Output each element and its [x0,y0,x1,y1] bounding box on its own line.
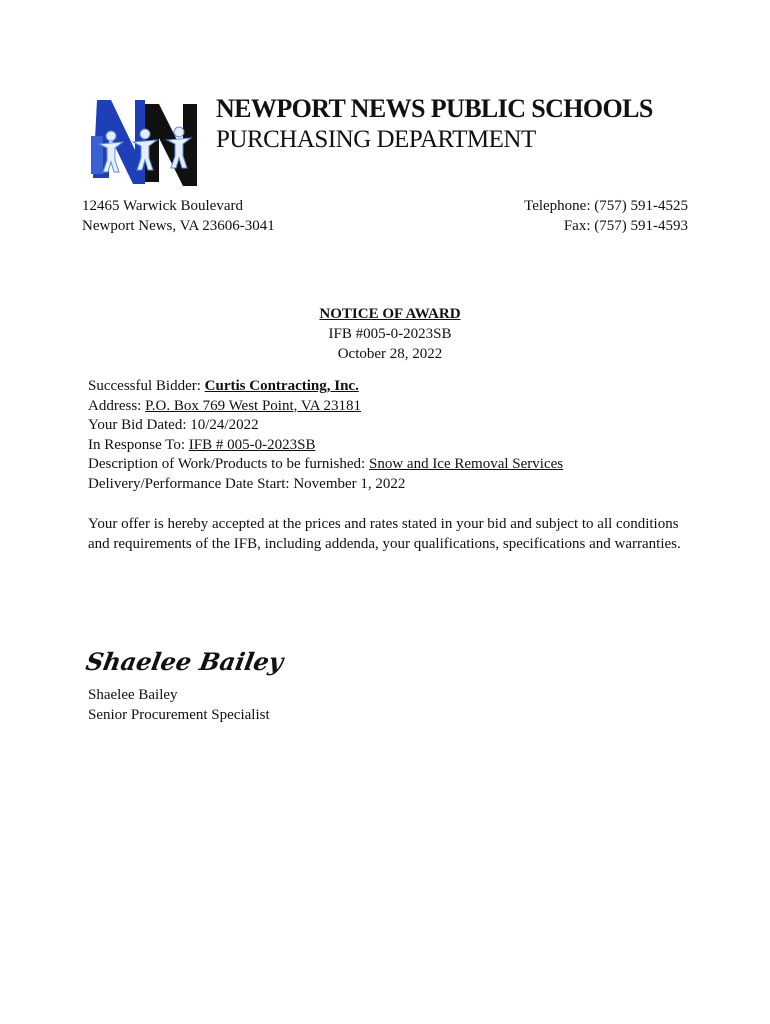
notice-header [280,304,500,364]
response-label: In Response To: [88,436,189,453]
paragraph-line-1: Your offer is hereby accepted at the prices and rates stated in your bid and subject to all conditions [88,516,679,532]
bidder-value: Curtis Contracting, Inc. [204,378,359,394]
start-date: Delivery/Performance Date Start: November 1, 2022 [88,475,406,492]
paragraph-line-2: and requirements of the IFB, including addenda, your qualifications, specifications and warranties. [88,536,681,552]
department-name: PURCHASING DEPARTMENT [216,126,536,153]
notice-ifb: IFB #005-0-2023SB [328,326,452,342]
fax: Fax: (757) 591-4593 [563,218,688,234]
bidder-label: Successful Bidder: [88,378,205,394]
notice-heading: NOTICE OF AWARD [319,306,461,322]
bid-dated: Your Bid Dated: 10/24/2022 [88,417,259,433]
bidder-row [88,377,563,397]
acceptance-paragraph [88,514,708,554]
address-line-1: 12465 Warwick Boulevard [82,198,243,214]
description-row [88,455,563,475]
response-row [88,436,563,456]
nn-schools-logo-icon [89,98,199,186]
signer-title: Senior Procurement Specialist [88,707,270,723]
telephone: Telephone: (757) 591-4525 [524,198,688,214]
signer-block [88,685,270,725]
mailing-address [82,196,275,236]
description-value: Snow and Ice Removal Services [368,456,564,472]
address-row [88,397,563,417]
address-line-2: Newport News, VA 23606-3041 [82,218,275,234]
bidder-address-value: P.O. Box 769 West Point, VA 23181 [145,397,362,414]
handwritten-signature [83,640,286,680]
svg-text:Shaelee Bailey: Shaelee Bailey [83,647,286,676]
description-label: Description of Work/Products to be furnished: [88,456,369,472]
award-details [88,377,563,494]
signer-name: Shaelee Bailey [88,687,178,703]
response-value: IFB # 005-0-2023SB [188,436,316,453]
organization-name: NEWPORT NEWS PUBLIC SCHOOLS [216,94,653,123]
notice-date: October 28, 2022 [337,346,443,362]
bidder-address-label: Address: [88,397,146,414]
contact-info [524,196,688,236]
